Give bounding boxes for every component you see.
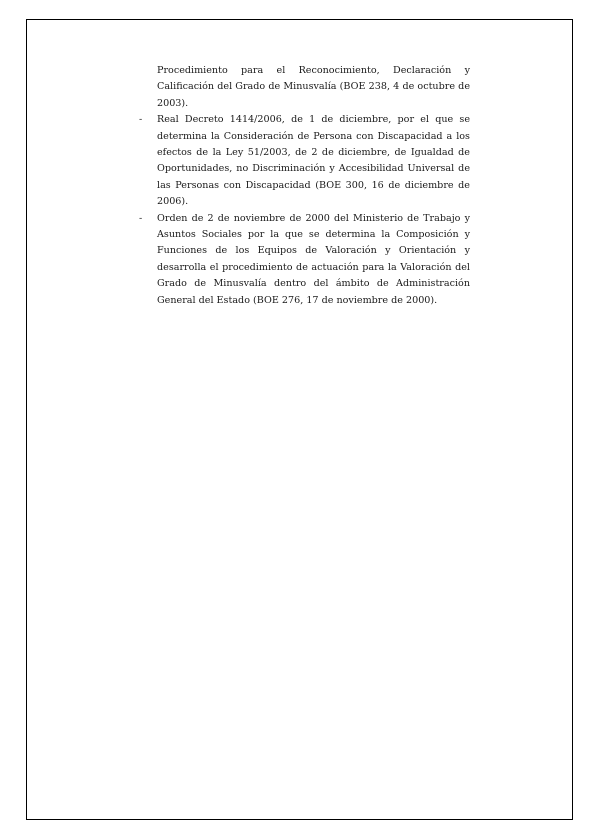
continuation-paragraph: Procedimiento para el Reconocimiento, Declaración y Calificación del Grado de Minusvalía (BOE 238, 4 de octubre de 2003). xyxy=(157,65,470,109)
list-bullet: - xyxy=(139,114,143,126)
list-bullet: - xyxy=(139,212,143,224)
document-body xyxy=(139,63,470,309)
list-item-text: Real Decreto 1414/2006, de 1 de diciembre, por el que se determina la Consideración de Persona con Discapacidad a los efectos de la Ley 51/2003, de 2 de diciembre, de Igualdad de Oportunidades, no Discriminación y Accesibilidad Universal de las Personas con Discapacidad (BOE 300, 16 de diciembre de 2006). xyxy=(157,114,470,208)
list-item xyxy=(139,211,470,309)
list-item xyxy=(139,112,470,210)
list-item-text: Orden de 2 de noviembre de 2000 del Ministerio de Trabajo y Asuntos Sociales por la que se determina la Composición y Funciones de los Equipos de Valoración y Orientación y desarrolla el procedimiento de actuación para la Valoración del Grado de Minusvalía dentro del ámbito de Administración General del Estado (BOE 276, 17 de noviembre de 2000). xyxy=(157,212,470,306)
